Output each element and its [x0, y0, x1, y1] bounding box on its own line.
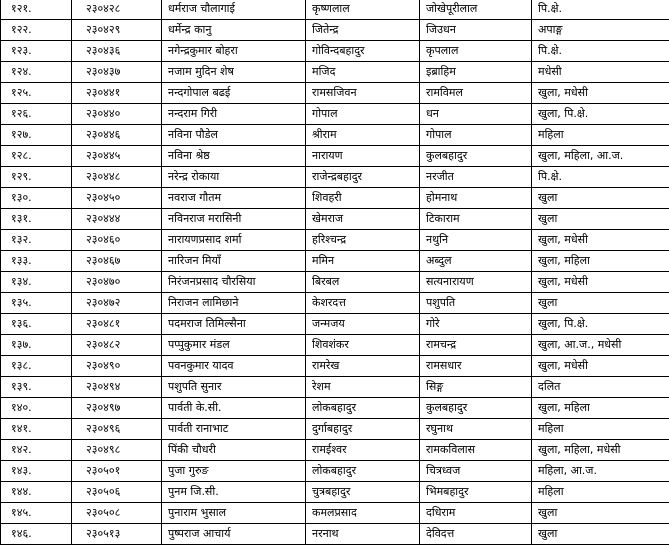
candidate-name-cell: निराजन लामिछाने — [162, 293, 306, 314]
roll-number-cell: २३०४३७ — [72, 62, 162, 83]
roll-number-cell: २३०४७२ — [72, 293, 162, 314]
father-name-cell: खेमराज — [306, 209, 420, 230]
father-name-cell: गोपाल — [306, 104, 420, 125]
roll-number-cell: २३०४४० — [72, 104, 162, 125]
table-row — [1, 0, 669, 20]
grandfather-name-cell: धन — [420, 104, 532, 125]
grandfather-name-cell: जोखेपूरीलाल — [420, 0, 532, 20]
table-row — [1, 314, 669, 335]
candidate-name-cell: पार्वती रानाभाट — [162, 419, 306, 440]
serial-number-cell: १३०. — [1, 188, 72, 209]
grandfather-name-cell: रामचन्द्र — [420, 335, 532, 356]
roll-number-cell: २३०५०६ — [72, 482, 162, 503]
roll-number-cell: २३०४६७ — [72, 251, 162, 272]
serial-number-cell: १४१. — [1, 419, 72, 440]
grandfather-name-cell: कुलबहादुर — [420, 146, 532, 167]
table-row — [1, 104, 669, 125]
serial-number-cell: १३५. — [1, 293, 72, 314]
table-row — [1, 419, 669, 440]
roll-number-cell: २३०४४१ — [72, 83, 162, 104]
serial-number-cell: १२८. — [1, 146, 72, 167]
quota-group-cell: खुला, महिला, मधेसी — [532, 440, 669, 461]
table-row — [1, 83, 669, 104]
serial-number-cell: १२५. — [1, 83, 72, 104]
serial-number-cell: १२७. — [1, 125, 72, 146]
roll-number-cell: २३०४९० — [72, 356, 162, 377]
serial-number-cell: १३४. — [1, 272, 72, 293]
quota-group-cell: खुला — [532, 209, 669, 230]
candidate-name-cell: पुनम जि.सी. — [162, 482, 306, 503]
grandfather-name-cell: नरजीत — [420, 167, 532, 188]
grandfather-name-cell: देविदत्त — [420, 524, 532, 545]
candidate-name-cell: पुनाराम भुसाल — [162, 503, 306, 524]
serial-number-cell: १४६. — [1, 524, 72, 545]
candidate-table-body — [1, 0, 669, 545]
candidate-name-cell: पवनकुमार यादव — [162, 356, 306, 377]
grandfather-name-cell: पशुपति — [420, 293, 532, 314]
candidate-name-cell: नन्दगोपाल बढई — [162, 83, 306, 104]
candidate-name-cell: नविना पौडेल — [162, 125, 306, 146]
quota-group-cell: खुला, महिला — [532, 398, 669, 419]
candidate-name-cell: पुजा गुरुङ — [162, 461, 306, 482]
serial-number-cell: १४३. — [1, 461, 72, 482]
father-name-cell: नारायण — [306, 146, 420, 167]
roll-number-cell: २३०४८१ — [72, 314, 162, 335]
serial-number-cell: १३९. — [1, 377, 72, 398]
table-row — [1, 356, 669, 377]
table-row — [1, 272, 669, 293]
candidate-name-cell: नवराज गौतम — [162, 188, 306, 209]
father-name-cell: ममिन — [306, 251, 420, 272]
candidate-name-cell: धर्मेन्द्र कानु — [162, 20, 306, 41]
serial-number-cell: १४४. — [1, 482, 72, 503]
table-row — [1, 167, 669, 188]
quota-group-cell: खुला — [532, 503, 669, 524]
roll-number-cell: २३०५०१ — [72, 461, 162, 482]
grandfather-name-cell: रामकविलास — [420, 440, 532, 461]
serial-number-cell: १४०. — [1, 398, 72, 419]
father-name-cell: नरनाथ — [306, 524, 420, 545]
candidate-name-cell: पप्पुकुमार मंडल — [162, 335, 306, 356]
quota-group-cell: खुला, मधेसी — [532, 230, 669, 251]
candidate-name-cell: पार्वती के.सी. — [162, 398, 306, 419]
grandfather-name-cell: रघुनाथ — [420, 419, 532, 440]
serial-number-cell: १२४. — [1, 62, 72, 83]
quota-group-cell: महिला, आ.ज. — [532, 461, 669, 482]
serial-number-cell: १२९. — [1, 167, 72, 188]
table-row — [1, 146, 669, 167]
father-name-cell: रामरेख — [306, 356, 420, 377]
serial-number-cell: १२६. — [1, 104, 72, 125]
father-name-cell: गोविन्दबहादुर — [306, 41, 420, 62]
grandfather-name-cell: गोपाल — [420, 125, 532, 146]
father-name-cell: जितेन्द्र — [306, 20, 420, 41]
quota-group-cell: खुला, मधेसी — [532, 272, 669, 293]
roll-number-cell: २३०४८२ — [72, 335, 162, 356]
table-row — [1, 524, 669, 545]
grandfather-name-cell: रामविमल — [420, 83, 532, 104]
quota-group-cell: खुला — [532, 293, 669, 314]
candidate-name-cell: पुष्पराज आचार्य — [162, 524, 306, 545]
roll-number-cell: २३०४४६ — [72, 125, 162, 146]
father-name-cell: रामईश्वर — [306, 440, 420, 461]
candidate-name-cell: नारायणप्रसाद शर्मा — [162, 230, 306, 251]
roll-number-cell: २३०४९८ — [72, 440, 162, 461]
serial-number-cell: १४५. — [1, 503, 72, 524]
quota-group-cell: खुला — [532, 524, 669, 545]
candidate-name-cell: नारिजन मियाँ — [162, 251, 306, 272]
candidate-name-cell: पशुपति सुनार — [162, 377, 306, 398]
grandfather-name-cell: टिकाराम — [420, 209, 532, 230]
father-name-cell: कमलप्रसाद — [306, 503, 420, 524]
candidate-name-cell: नन्दराम गिरी — [162, 104, 306, 125]
quota-group-cell: मधेसी — [532, 62, 669, 83]
candidate-name-cell: निरंजनप्रसाद चौरसिया — [162, 272, 306, 293]
roll-number-cell: २३०४९६ — [72, 419, 162, 440]
quota-group-cell: पि.क्षे. — [532, 41, 669, 62]
table-row — [1, 377, 669, 398]
roll-number-cell: २३०४५० — [72, 188, 162, 209]
grandfather-name-cell: कृपलाल — [420, 41, 532, 62]
serial-number-cell: १३३. — [1, 251, 72, 272]
table-row — [1, 335, 669, 356]
father-name-cell: लोकबहादुर — [306, 461, 420, 482]
father-name-cell: हरिश्चन्द्र — [306, 230, 420, 251]
roll-number-cell: २३०४२९ — [72, 20, 162, 41]
grandfather-name-cell: सत्यनारायण — [420, 272, 532, 293]
father-name-cell: चुत्रबहादुर — [306, 482, 420, 503]
table-row — [1, 398, 669, 419]
quota-group-cell: खुला — [532, 188, 669, 209]
grandfather-name-cell: भिमबहादुर — [420, 482, 532, 503]
table-row — [1, 188, 669, 209]
serial-number-cell: १३८. — [1, 356, 72, 377]
father-name-cell: राजेन्द्रबहादुर — [306, 167, 420, 188]
father-name-cell: बिरबल — [306, 272, 420, 293]
father-name-cell: रामसजिवन — [306, 83, 420, 104]
roll-number-cell: २३०४४४ — [72, 209, 162, 230]
roll-number-cell: २३०४६० — [72, 230, 162, 251]
serial-number-cell: १४२. — [1, 440, 72, 461]
quota-group-cell: खुला, पि.क्षे. — [532, 104, 669, 125]
quota-group-cell: पि.क्षे. — [532, 0, 669, 20]
roll-number-cell: २३०४७० — [72, 272, 162, 293]
father-name-cell: कृष्णलाल — [306, 0, 420, 20]
roll-number-cell: २३०४२८ — [72, 0, 162, 20]
father-name-cell: मजिद — [306, 62, 420, 83]
grandfather-name-cell: इब्राहिम — [420, 62, 532, 83]
quota-group-cell: खुला, पि.क्षे. — [532, 314, 669, 335]
father-name-cell: जन्मजय — [306, 314, 420, 335]
grandfather-name-cell: नथुनि — [420, 230, 532, 251]
quota-group-cell: महिला — [532, 482, 669, 503]
roll-number-cell: २३०४४५ — [72, 146, 162, 167]
table-row — [1, 209, 669, 230]
roll-number-cell: २३०४९४ — [72, 377, 162, 398]
candidate-name-cell: नरेन्द्र रोकाया — [162, 167, 306, 188]
quota-group-cell: खुला, महिला — [532, 251, 669, 272]
serial-number-cell: १३६. — [1, 314, 72, 335]
grandfather-name-cell: अब्दुल — [420, 251, 532, 272]
grandfather-name-cell: होमनाथ — [420, 188, 532, 209]
serial-number-cell: १२३. — [1, 41, 72, 62]
table-row — [1, 20, 669, 41]
grandfather-name-cell: जिउधन — [420, 20, 532, 41]
table-row — [1, 251, 669, 272]
candidate-name-cell: धर्मराज चौलागाई — [162, 0, 306, 20]
father-name-cell: लोकबहादुर — [306, 398, 420, 419]
grandfather-name-cell: दधिराम — [420, 503, 532, 524]
quota-group-cell: खुला, महिला, आ.ज. — [532, 146, 669, 167]
serial-number-cell: १२२. — [1, 20, 72, 41]
quota-group-cell: पि.क्षे. — [532, 167, 669, 188]
father-name-cell: दुर्गाबहादुर — [306, 419, 420, 440]
quota-group-cell: दलित — [532, 377, 669, 398]
candidate-name-cell: नजाम मुदिन शेष — [162, 62, 306, 83]
table-row — [1, 230, 669, 251]
candidate-name-cell: पिंकी चौधरी — [162, 440, 306, 461]
quota-group-cell: खुला, मधेसी — [532, 356, 669, 377]
grandfather-name-cell: रामसधार — [420, 356, 532, 377]
father-name-cell: रेशम — [306, 377, 420, 398]
quota-group-cell: महिला — [532, 419, 669, 440]
grandfather-name-cell: सिङ्ग — [420, 377, 532, 398]
quota-group-cell: खुला, आ.ज., मधेसी — [532, 335, 669, 356]
table-row — [1, 440, 669, 461]
grandfather-name-cell: चित्रध्वज — [420, 461, 532, 482]
table-row — [1, 503, 669, 524]
table-row — [1, 482, 669, 503]
candidate-name-cell: नगेन्द्रकुमार बोहरा — [162, 41, 306, 62]
serial-number-cell: १३१. — [1, 209, 72, 230]
candidate-name-cell: नविनराज मरासिनी — [162, 209, 306, 230]
candidate-name-cell: नविना श्रेष्ठ — [162, 146, 306, 167]
father-name-cell: श्रीराम — [306, 125, 420, 146]
grandfather-name-cell: गोरे — [420, 314, 532, 335]
serial-number-cell: १२१. — [1, 0, 72, 20]
quota-group-cell: खुला, मधेसी — [532, 83, 669, 104]
father-name-cell: केशरदत्त — [306, 293, 420, 314]
father-name-cell: शिवशंकर — [306, 335, 420, 356]
roll-number-cell: २३०४४८ — [72, 167, 162, 188]
table-row — [1, 293, 669, 314]
table-row — [1, 62, 669, 83]
grandfather-name-cell: कुलबहादुर — [420, 398, 532, 419]
table-row — [1, 41, 669, 62]
table-row — [1, 461, 669, 482]
roll-number-cell: २३०४९७ — [72, 398, 162, 419]
serial-number-cell: १३२. — [1, 230, 72, 251]
roll-number-cell: २३०५०८ — [72, 503, 162, 524]
serial-number-cell: १३७. — [1, 335, 72, 356]
father-name-cell: शिवहरी — [306, 188, 420, 209]
quota-group-cell: अपाङ्ग — [532, 20, 669, 41]
candidate-name-cell: पदमराज तिमिल्सैना — [162, 314, 306, 335]
table-row — [1, 125, 669, 146]
quota-group-cell: महिला — [532, 125, 669, 146]
roll-number-cell: २३०५१३ — [72, 524, 162, 545]
roll-number-cell: २३०४३६ — [72, 41, 162, 62]
